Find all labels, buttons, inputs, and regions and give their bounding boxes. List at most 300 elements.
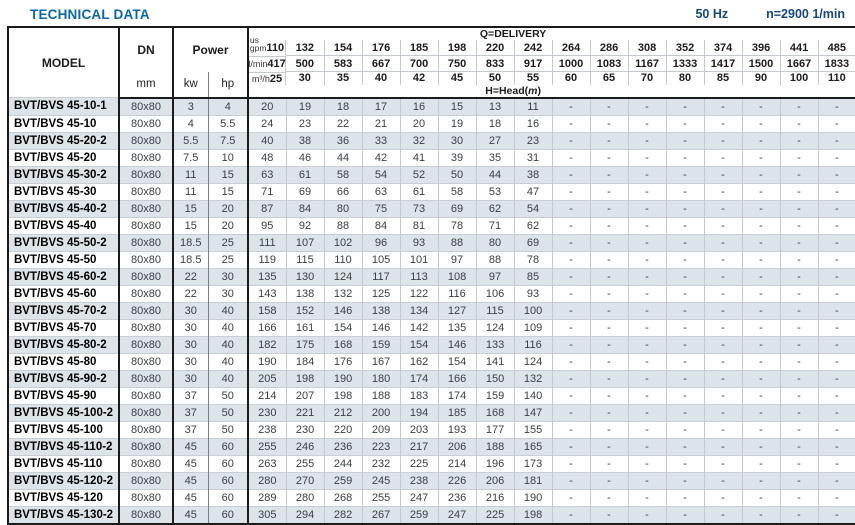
head-value-cell: - <box>666 115 704 132</box>
model-column-header: MODEL <box>8 27 119 98</box>
head-value-cell: 205 <box>248 370 286 387</box>
head-value-cell: 116 <box>438 285 476 302</box>
flow-m3h-value: 70 <box>628 72 666 85</box>
flow-usgpm-value: us gpm 110 <box>249 35 285 54</box>
head-value-cell: - <box>666 234 704 251</box>
head-value-cell: - <box>818 387 855 404</box>
pump-row <box>8 302 855 319</box>
head-value-cell: - <box>818 268 855 285</box>
dn-cell: 80x80 <box>119 200 173 217</box>
head-value-cell: 225 <box>476 506 514 524</box>
head-value-cell: 190 <box>514 489 552 506</box>
head-value-cell: - <box>818 183 855 200</box>
head-value-cell: - <box>704 251 742 268</box>
pump-row <box>8 404 855 421</box>
flow-m3h-value: 35 <box>324 72 362 85</box>
head-value-cell: - <box>552 115 590 132</box>
dn-cell: 80x80 <box>119 455 173 472</box>
head-value-cell: 93 <box>514 285 552 302</box>
power-kw-cell: 45 <box>173 438 208 455</box>
head-value-cell: - <box>818 234 855 251</box>
head-value-cell: 24 <box>248 115 286 132</box>
head-value-cell: - <box>780 234 818 251</box>
head-value-cell: 47 <box>514 183 552 200</box>
head-value-cell: - <box>780 132 818 149</box>
head-value-cell: - <box>742 421 780 438</box>
head-value-cell: - <box>628 404 666 421</box>
model-cell: BVT/BVS 45-80-2 <box>8 336 119 353</box>
power-hp-cell: 60 <box>208 506 248 524</box>
power-kw-cell: 22 <box>173 285 208 302</box>
flow-usgpm-value: 176 <box>362 40 400 56</box>
head-value-cell: 75 <box>362 200 400 217</box>
head-value-cell: - <box>742 268 780 285</box>
head-value-cell: 193 <box>438 421 476 438</box>
head-value-cell: 127 <box>438 302 476 319</box>
power-kw-cell: 45 <box>173 506 208 524</box>
head-value-cell: - <box>780 455 818 472</box>
head-value-cell: 97 <box>476 268 514 285</box>
head-value-cell: - <box>590 370 628 387</box>
head-value-cell: - <box>666 217 704 234</box>
head-value-cell: 41 <box>400 149 438 166</box>
head-value-cell: - <box>552 353 590 370</box>
flow-usgpm-value: 185 <box>400 40 438 56</box>
pump-row <box>8 421 855 438</box>
head-value-cell: - <box>704 353 742 370</box>
head-value-cell: 214 <box>438 455 476 472</box>
head-value-cell: 58 <box>438 183 476 200</box>
flow-m3h-value: 40 <box>362 72 400 85</box>
head-value-cell: - <box>704 319 742 336</box>
head-value-cell: 247 <box>438 506 476 524</box>
head-value-cell: - <box>552 149 590 166</box>
power-kw-cell: 15 <box>173 217 208 234</box>
flow-m3h-value: 30 <box>286 72 324 85</box>
head-value-cell: - <box>780 421 818 438</box>
head-value-cell: 185 <box>438 404 476 421</box>
dn-cell: 80x80 <box>119 234 173 251</box>
head-value-cell: 146 <box>362 319 400 336</box>
power-kw-cell: 11 <box>173 183 208 200</box>
head-value-cell: - <box>590 506 628 524</box>
head-value-cell: 23 <box>286 115 324 132</box>
head-value-cell: 78 <box>438 217 476 234</box>
speed-label: n=2900 1/min <box>766 7 845 21</box>
head-value-cell: 154 <box>438 353 476 370</box>
head-value-cell: 95 <box>248 217 286 234</box>
head-value-cell: 138 <box>362 302 400 319</box>
pump-row <box>8 489 855 506</box>
head-value-cell: 19 <box>286 98 324 116</box>
head-value-cell: 69 <box>438 200 476 217</box>
flow-usgpm-value: 441 <box>780 40 818 56</box>
pump-row <box>8 387 855 404</box>
model-cell: BVT/BVS 45-110-2 <box>8 438 119 455</box>
head-value-cell: 27 <box>476 132 514 149</box>
head-value-cell: 71 <box>248 183 286 200</box>
power-unit-hp-label: hp <box>208 72 248 98</box>
head-value-cell: 188 <box>476 438 514 455</box>
head-value-cell: 100 <box>514 302 552 319</box>
model-cell: BVT/BVS 45-40 <box>8 217 119 234</box>
flow-usgpm-value: 374 <box>704 40 742 56</box>
head-value-cell: - <box>818 455 855 472</box>
head-value-cell: 159 <box>476 387 514 404</box>
head-value-cell: - <box>704 438 742 455</box>
head-value-cell: - <box>590 166 628 183</box>
head-value-cell: - <box>666 506 704 524</box>
flow-usgpm-value: 286 <box>590 40 628 56</box>
head-value-cell: - <box>704 234 742 251</box>
head-value-cell: - <box>666 387 704 404</box>
head-value-cell: 21 <box>362 115 400 132</box>
head-value-cell: - <box>590 200 628 217</box>
head-value-cell: 226 <box>438 472 476 489</box>
pump-row <box>8 166 855 183</box>
head-value-cell: 107 <box>286 234 324 251</box>
head-value-cell: - <box>818 200 855 217</box>
head-value-cell: 173 <box>514 455 552 472</box>
head-value-cell: - <box>552 268 590 285</box>
head-value-cell: - <box>704 166 742 183</box>
flow-row-m3h <box>8 72 855 85</box>
head-value-cell: 194 <box>400 404 438 421</box>
head-value-cell: 159 <box>362 336 400 353</box>
pump-row <box>8 285 855 302</box>
head-value-cell: 280 <box>248 472 286 489</box>
model-cell: BVT/BVS 45-120-2 <box>8 472 119 489</box>
head-value-cell: 69 <box>514 234 552 251</box>
head-value-cell: 255 <box>286 455 324 472</box>
head-value-cell: 212 <box>324 404 362 421</box>
head-value-cell: - <box>818 251 855 268</box>
head-value-cell: 38 <box>286 132 324 149</box>
head-value-cell: 113 <box>400 268 438 285</box>
head-value-cell: 33 <box>362 132 400 149</box>
model-cell: BVT/BVS 45-40-2 <box>8 200 119 217</box>
model-cell: BVT/BVS 45-100 <box>8 421 119 438</box>
head-value-cell: - <box>780 370 818 387</box>
head-value-cell: 63 <box>362 183 400 200</box>
head-value-cell: 63 <box>248 166 286 183</box>
head-value-cell: - <box>780 200 818 217</box>
flow-m3h-value: 50 <box>476 72 514 85</box>
pump-row <box>8 438 855 455</box>
head-value-cell: 177 <box>476 421 514 438</box>
head-value-cell: 203 <box>400 421 438 438</box>
head-value-cell: 61 <box>286 166 324 183</box>
head-value-cell: - <box>552 319 590 336</box>
head-value-cell: - <box>780 183 818 200</box>
head-value-cell: - <box>742 217 780 234</box>
pump-row <box>8 472 855 489</box>
flow-lmin-value: 917 <box>514 56 552 72</box>
dn-cell: 80x80 <box>119 302 173 319</box>
head-value-cell: 20 <box>248 98 286 116</box>
head-value-cell: - <box>552 285 590 302</box>
head-value-cell: 166 <box>248 319 286 336</box>
power-kw-cell: 45 <box>173 472 208 489</box>
flow-usgpm-value: 132 <box>286 40 324 56</box>
head-value-cell: 18 <box>476 115 514 132</box>
power-kw-cell: 5.5 <box>173 132 208 149</box>
head-value-cell: - <box>666 472 704 489</box>
power-hp-cell: 60 <box>208 438 248 455</box>
model-cell: BVT/BVS 45-70-2 <box>8 302 119 319</box>
dn-cell: 80x80 <box>119 421 173 438</box>
head-value-cell: 105 <box>362 251 400 268</box>
head-value-cell: 181 <box>514 472 552 489</box>
head-value-cell: 44 <box>476 166 514 183</box>
power-kw-cell: 3 <box>173 98 208 116</box>
flow-usgpm-value: 352 <box>666 40 704 56</box>
head-value-cell: 305 <box>248 506 286 524</box>
head-value-cell: 97 <box>438 251 476 268</box>
head-value-cell: - <box>628 98 666 116</box>
head-value-cell: - <box>818 115 855 132</box>
head-value-cell: - <box>628 319 666 336</box>
head-value-cell: 88 <box>476 251 514 268</box>
flow-unit-lmin-label: l/min <box>248 59 268 69</box>
pump-row <box>8 132 855 149</box>
head-value-cell: - <box>590 217 628 234</box>
head-value-cell: - <box>666 336 704 353</box>
model-cell: BVT/BVS 45-10 <box>8 115 119 132</box>
power-hp-cell: 60 <box>208 455 248 472</box>
head-value-cell: 223 <box>362 438 400 455</box>
head-value-cell: 158 <box>248 302 286 319</box>
pump-row <box>8 353 855 370</box>
head-value-cell: - <box>666 183 704 200</box>
model-cell: BVT/BVS 45-70 <box>8 319 119 336</box>
head-value-cell: - <box>742 489 780 506</box>
head-value-cell: 206 <box>438 438 476 455</box>
head-value-cell: - <box>704 98 742 116</box>
head-value-cell: - <box>742 404 780 421</box>
head-value-cell: - <box>628 472 666 489</box>
head-value-cell: 31 <box>514 149 552 166</box>
head-value-cell: 130 <box>286 268 324 285</box>
head-value-cell: - <box>780 98 818 116</box>
head-value-cell: 142 <box>400 319 438 336</box>
head-value-cell: 143 <box>248 285 286 302</box>
head-value-cell: - <box>742 166 780 183</box>
head-value-cell: - <box>552 421 590 438</box>
head-value-cell: - <box>704 302 742 319</box>
power-hp-cell: 20 <box>208 217 248 234</box>
head-value-cell: - <box>628 336 666 353</box>
head-value-cell: 221 <box>286 404 324 421</box>
flow-usgpm-value: 242 <box>514 40 552 56</box>
head-value-cell: - <box>704 268 742 285</box>
head-value-cell: - <box>552 132 590 149</box>
head-value-cell: 133 <box>476 336 514 353</box>
head-value-cell: - <box>666 404 704 421</box>
head-value-cell: - <box>742 455 780 472</box>
head-value-cell: - <box>590 404 628 421</box>
model-cell: BVT/BVS 45-100-2 <box>8 404 119 421</box>
head-value-cell: 183 <box>400 387 438 404</box>
head-value-cell: 78 <box>514 251 552 268</box>
head-value-cell: - <box>666 166 704 183</box>
power-kw-cell: 18.5 <box>173 234 208 251</box>
power-hp-cell: 15 <box>208 166 248 183</box>
dn-cell: 80x80 <box>119 370 173 387</box>
dn-cell: 80x80 <box>119 489 173 506</box>
head-value-cell: 214 <box>248 387 286 404</box>
head-value-cell: - <box>818 370 855 387</box>
head-value-cell: 115 <box>286 251 324 268</box>
head-value-cell: 167 <box>362 353 400 370</box>
head-value-cell: - <box>628 489 666 506</box>
head-value-cell: 111 <box>248 234 286 251</box>
head-value-cell: - <box>704 455 742 472</box>
model-cell: BVT/BVS 45-60-2 <box>8 268 119 285</box>
model-cell: BVT/BVS 45-120 <box>8 489 119 506</box>
head-value-cell: - <box>704 200 742 217</box>
head-value-cell: 117 <box>362 268 400 285</box>
head-value-cell: - <box>704 489 742 506</box>
flow-lmin-value: 1000 <box>552 56 590 72</box>
head-value-cell: 174 <box>400 370 438 387</box>
head-value-cell: - <box>818 302 855 319</box>
head-value-cell: 196 <box>476 455 514 472</box>
head-value-cell: - <box>780 472 818 489</box>
head-value-cell: 23 <box>514 132 552 149</box>
head-value-cell: 168 <box>324 336 362 353</box>
flow-lmin-value: 1667 <box>780 56 818 72</box>
pump-row <box>8 506 855 524</box>
head-value-cell: - <box>780 404 818 421</box>
head-value-cell: 52 <box>400 166 438 183</box>
model-cell: BVT/BVS 45-50-2 <box>8 234 119 251</box>
head-value-cell: 190 <box>248 353 286 370</box>
power-hp-cell: 50 <box>208 387 248 404</box>
head-value-cell: - <box>628 421 666 438</box>
flow-m3h-value: 80 <box>666 72 704 85</box>
head-value-cell: 32 <box>400 132 438 149</box>
flow-lmin-value: 700 <box>400 56 438 72</box>
power-kw-cell: 37 <box>173 421 208 438</box>
head-value-cell: - <box>780 353 818 370</box>
head-value-cell: - <box>818 353 855 370</box>
head-value-cell: - <box>666 132 704 149</box>
head-value-cell: - <box>590 302 628 319</box>
head-value-cell: 42 <box>362 149 400 166</box>
head-value-cell: 190 <box>324 370 362 387</box>
head-value-cell: - <box>704 404 742 421</box>
dn-cell: 80x80 <box>119 115 173 132</box>
head-value-cell: 161 <box>286 319 324 336</box>
dn-cell: 80x80 <box>119 132 173 149</box>
head-value-cell: 69 <box>286 183 324 200</box>
head-value-cell: - <box>818 285 855 302</box>
power-unit-kw-label: kw <box>173 72 208 98</box>
power-kw-cell: 37 <box>173 404 208 421</box>
power-kw-cell: 18.5 <box>173 251 208 268</box>
head-value-cell: 198 <box>324 387 362 404</box>
head-value-cell: - <box>704 387 742 404</box>
head-value-cell: 54 <box>514 200 552 217</box>
head-value-cell: 154 <box>324 319 362 336</box>
head-value-cell: 115 <box>476 302 514 319</box>
head-value-cell: - <box>704 370 742 387</box>
power-kw-cell: 45 <box>173 489 208 506</box>
head-value-cell: 238 <box>400 472 438 489</box>
power-hp-cell: 30 <box>208 268 248 285</box>
head-header: H=Head(m) <box>248 85 855 98</box>
head-value-cell: 236 <box>324 438 362 455</box>
head-value-cell: 259 <box>400 506 438 524</box>
page-header <box>0 0 855 26</box>
head-value-cell: 30 <box>438 132 476 149</box>
power-hp-cell: 60 <box>208 489 248 506</box>
head-value-cell: - <box>742 183 780 200</box>
head-value-cell: - <box>742 234 780 251</box>
dn-cell: 80x80 <box>119 285 173 302</box>
head-value-cell: - <box>666 149 704 166</box>
flow-lmin-value: 1833 <box>818 56 855 72</box>
power-hp-cell: 4 <box>208 98 248 116</box>
head-value-cell: - <box>628 302 666 319</box>
head-value-cell: - <box>780 302 818 319</box>
head-value-cell: 13 <box>476 98 514 116</box>
head-value-cell: 209 <box>362 421 400 438</box>
head-value-cell: - <box>590 285 628 302</box>
head-value-cell: - <box>742 370 780 387</box>
head-value-cell: 62 <box>476 200 514 217</box>
head-value-cell: 80 <box>476 234 514 251</box>
head-value-cell: 232 <box>362 455 400 472</box>
head-value-cell: - <box>742 285 780 302</box>
head-value-cell: - <box>628 217 666 234</box>
head-value-cell: - <box>666 489 704 506</box>
head-value-cell: - <box>704 421 742 438</box>
head-value-cell: 35 <box>476 149 514 166</box>
dn-cell: 80x80 <box>119 183 173 200</box>
head-value-cell: - <box>552 387 590 404</box>
power-kw-cell: 30 <box>173 319 208 336</box>
head-value-cell: 11 <box>514 98 552 116</box>
head-value-cell: - <box>628 506 666 524</box>
flow-lmin-value: 667 <box>362 56 400 72</box>
head-value-cell: 81 <box>400 217 438 234</box>
power-hp-cell: 40 <box>208 336 248 353</box>
head-value-cell: - <box>666 353 704 370</box>
head-value-cell: - <box>780 506 818 524</box>
head-value-cell: 132 <box>324 285 362 302</box>
head-value-cell: 282 <box>324 506 362 524</box>
head-value-cell: - <box>666 319 704 336</box>
power-hp-cell: 50 <box>208 421 248 438</box>
head-value-cell: - <box>742 336 780 353</box>
head-value-cell: - <box>818 489 855 506</box>
flow-lmin-value: 500 <box>286 56 324 72</box>
head-value-cell: - <box>742 506 780 524</box>
head-value-cell: - <box>628 285 666 302</box>
head-value-cell: - <box>590 336 628 353</box>
head-value-cell: - <box>818 132 855 149</box>
head-value-cell: 125 <box>362 285 400 302</box>
head-value-cell: - <box>780 217 818 234</box>
flow-m3h-value: 60 <box>552 72 590 85</box>
head-value-cell: 124 <box>476 319 514 336</box>
flow-lmin-value: 1167 <box>628 56 666 72</box>
head-value-cell: - <box>590 319 628 336</box>
head-value-cell: - <box>552 455 590 472</box>
head-value-cell: - <box>666 421 704 438</box>
